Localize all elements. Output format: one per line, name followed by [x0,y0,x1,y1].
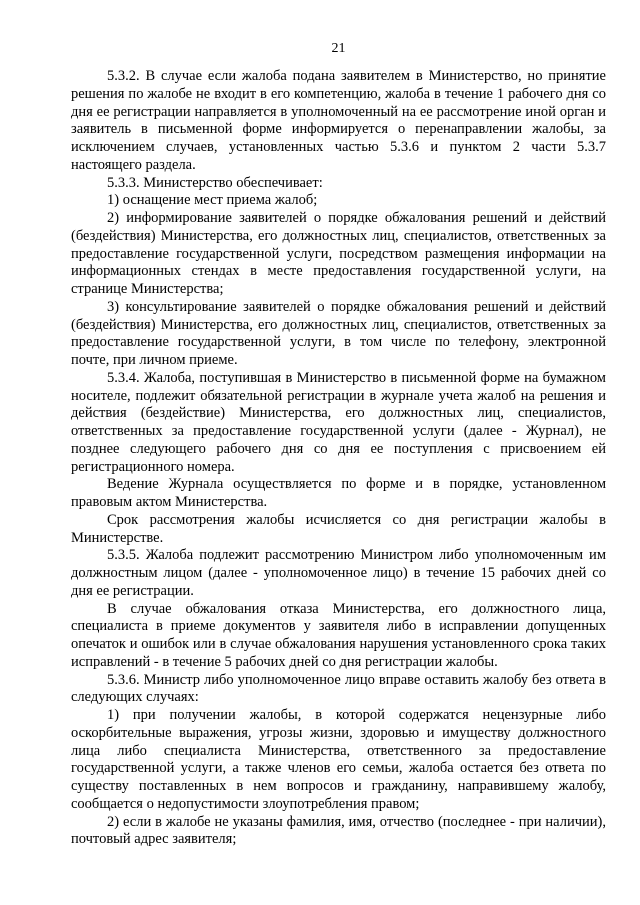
paragraph-5-3-3-item-3: 3) консультирование заявителей о порядке обжалования решений и действий (бездействия) Министерства, его должностных лиц, специалистов, ответственных за предоставление государственной услуги, в том числе по телефону, электронной почте, при личном приеме. [71,298,606,368]
page-number: 21 [331,41,346,56]
paragraph-refusal-appeal: В случае обжалования отказа Министерства, его должностного лица, специалиста в приеме документов у заявителя либо в исправлении допущенных опечаток и ошибок или в случае обжалования нарушения установленного срока таких исправлений - в течение 5 рабочих дней со дня регистрации жалобы. [71,600,606,670]
paragraph-5-3-3-item-1: 1) оснащение мест приема жалоб; [107,192,318,209]
paragraph-5-3-3-item-2: 2) информирование заявителей о порядке обжалования решений и действий (бездействия) Министерства, его должностных лиц, специалистов, ответственных за предоставление государственной услуги, посредством размещения информации на информационных стендах в месте предоставления государственной услуги, на странице Министерства; [71,210,606,297]
paragraph-review-period: Срок рассмотрения жалобы исчисляется со дня регистрации жалобы в Министерстве. [71,511,606,546]
paragraph-journal-maintenance: Ведение Журнала осуществляется по форме и в порядке, установленном правовым актом Министерства. [71,476,606,510]
paragraph-5-3-6-item-1: 1) при получении жалобы, в которой содержатся нецензурные либо оскорбительные выражения, угрозы жизни, здоровью и имуществу должностного лица либо специалиста Министерства, ответственного за предоставление государственной услуги, а также членов его семьи, жалоба остается без ответа по существу поставленных в нем вопросов и гражданину, направившему жалобу, сообщается о недопустимости злоупотребления правом; [71,707,606,812]
paragraph-5-3-2: 5.3.2. В случае если жалоба подана заявителем в Министерство, но принятие решения по жалобе не входит в его компетенцию, жалоба в течение 1 рабочего дня со дня ее регистрации направляется в уполномоченный на ее рассмотрение иной орган и заявитель в письменной форме информируется о перенаправлении жалобы, за исключением случаев, установленных частью 5.3.6 и пунктом 2 части 5.3.7 настоящего раздела. [71,68,606,173]
paragraph-5-3-6-item-2: 2) если в жалобе не указаны фамилия, имя, отчество (последнее - при наличии), почтовый адрес заявителя; [71,813,606,848]
paragraph-5-3-3: 5.3.3. Министерство обеспечивает: [107,174,323,191]
document-body [71,68,606,849]
paragraph-5-3-4: 5.3.4. Жалоба, поступившая в Министерство в письменной форме на бумажном носителе, подлежит обязательной регистрации в журнале учета жалоб на решения и действия (бездействие) Министерства, его должностных лиц, специалистов, ответственных за предоставление государственной услуги (далее - Журнал), не позднее следующего рабочего дня со дня ее поступления с присвоением ей регистрационного номера. [71,369,606,475]
paragraph-5-3-5: 5.3.5. Жалоба подлежит рассмотрению Министром либо уполномоченным им должностным лицом (далее - уполномоченное лицо) в течение 15 рабочих дней со дня ее регистрации. [71,547,606,599]
paragraph-5-3-6: 5.3.6. Министр либо уполномоченное лицо вправе оставить жалобу без ответа в следующих случаях: [71,671,606,706]
